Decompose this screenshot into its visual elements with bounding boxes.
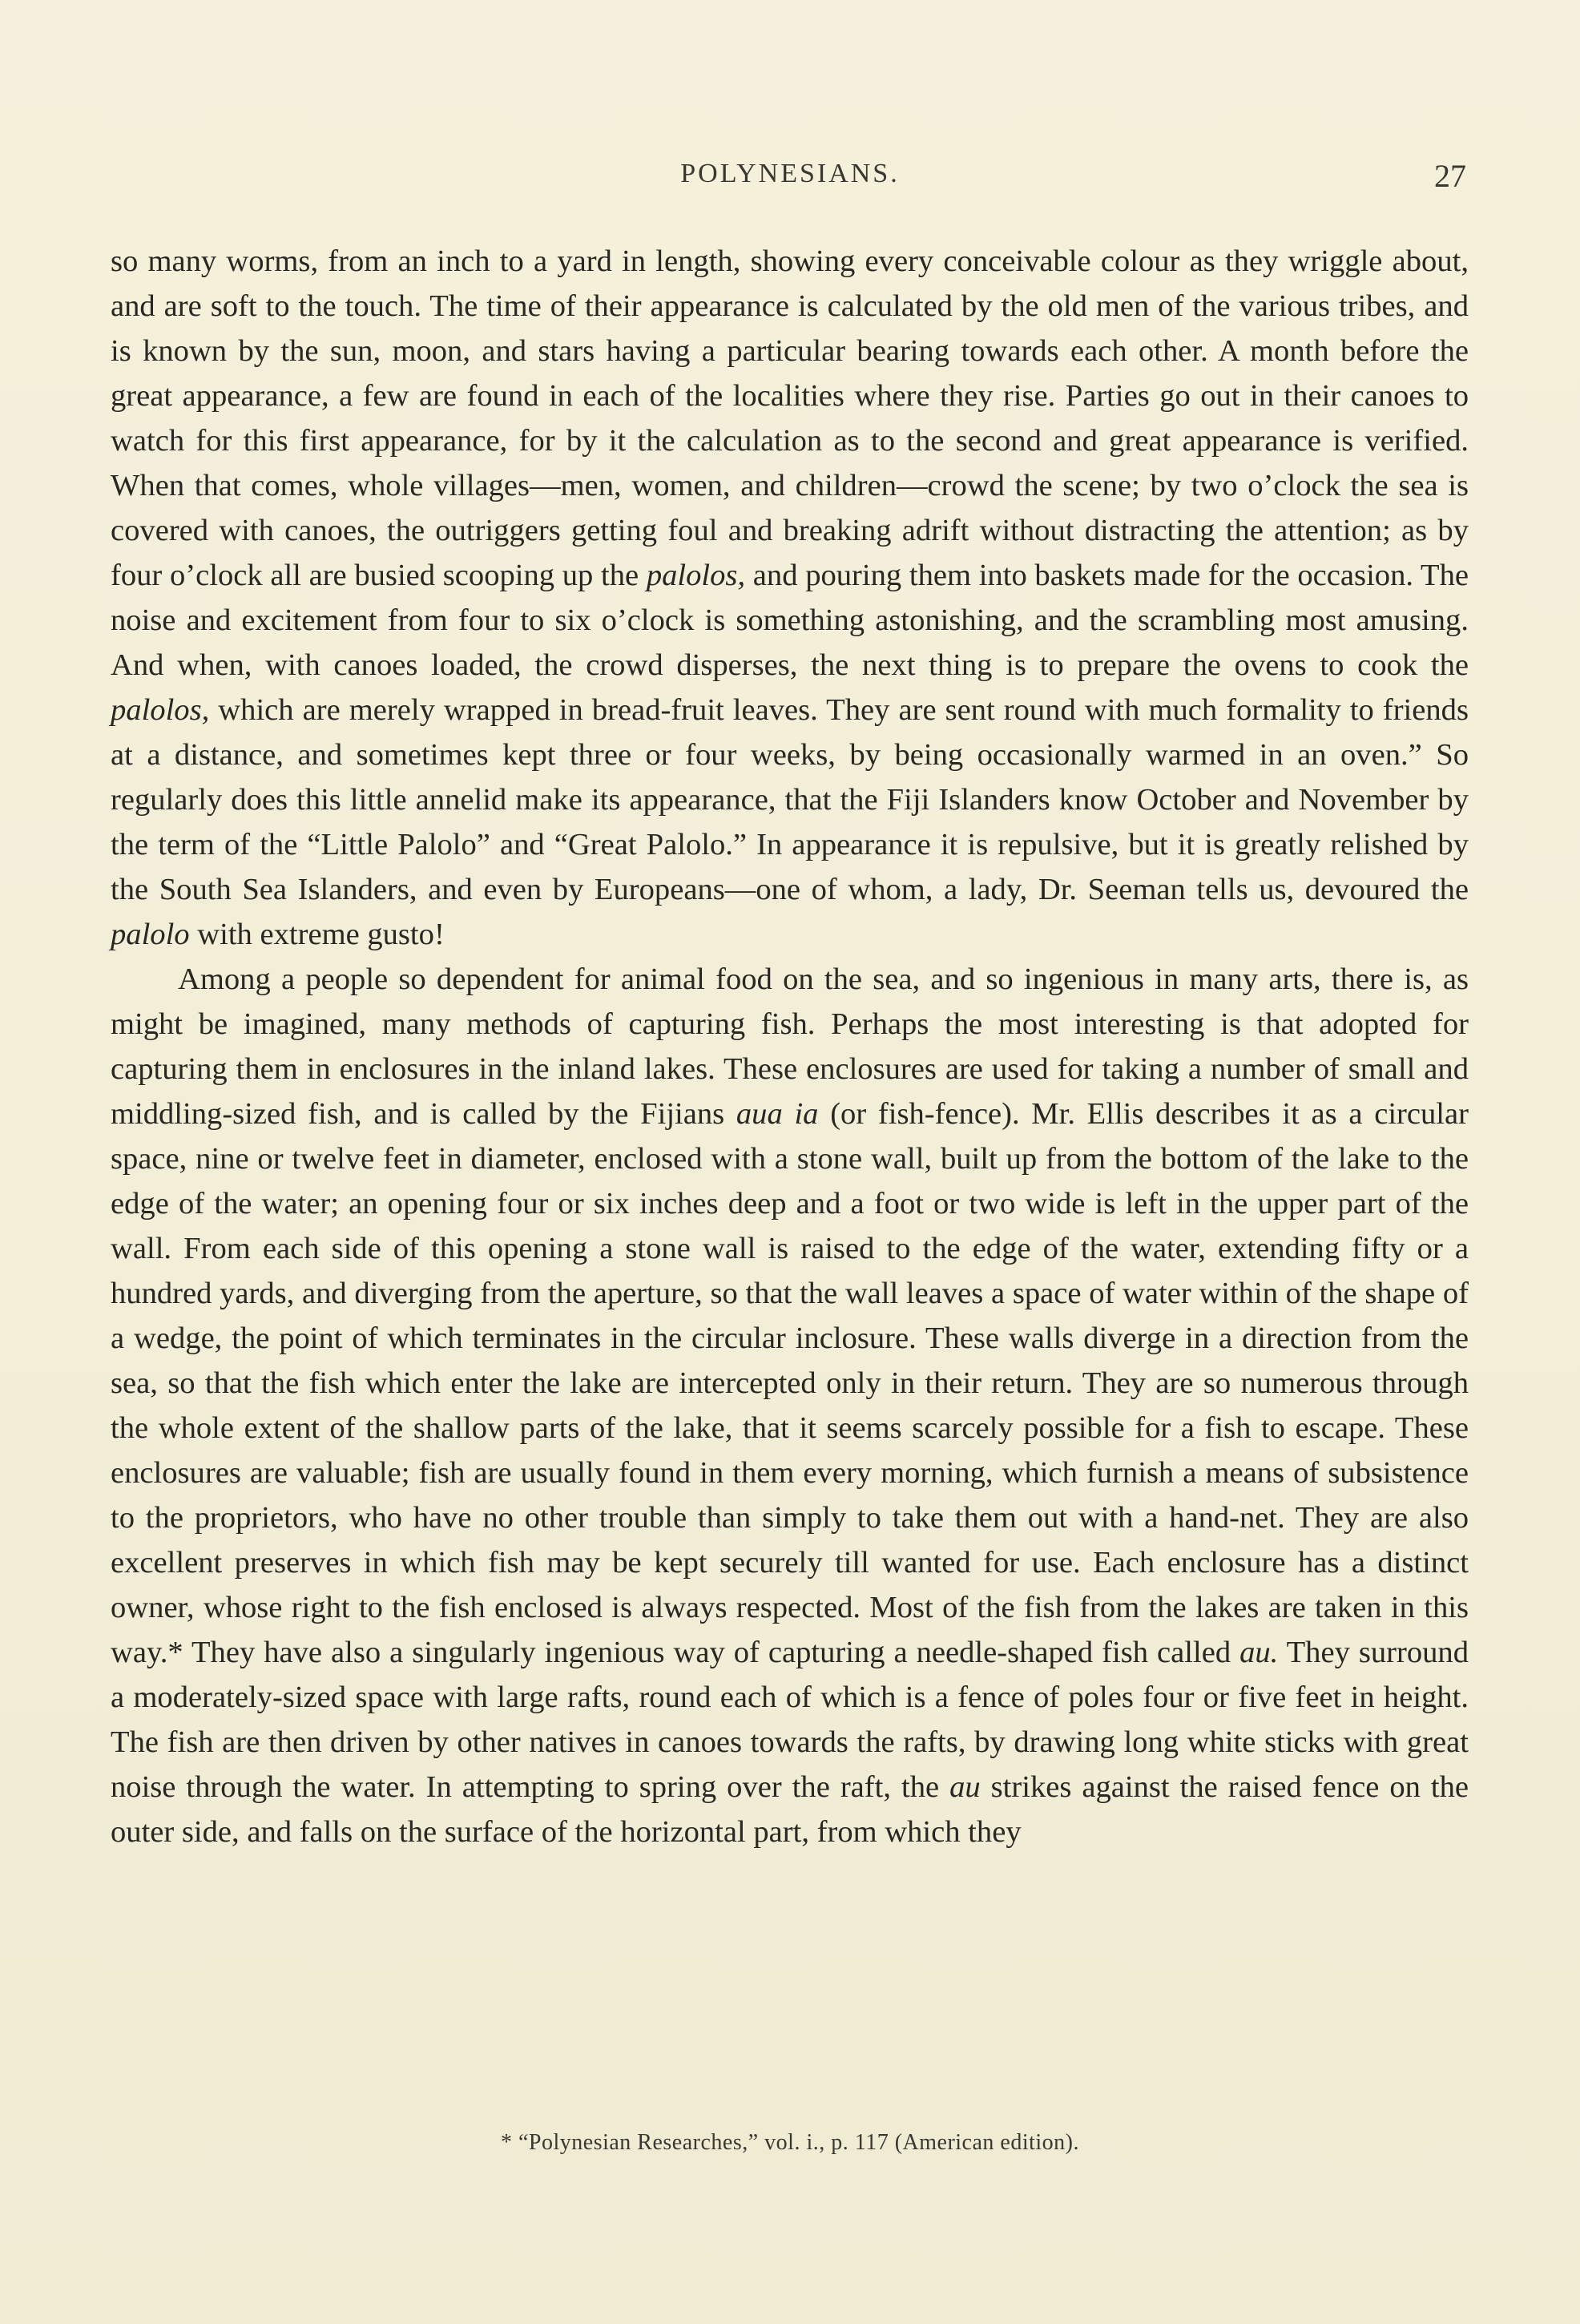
text-run: with extreme gusto! bbox=[189, 918, 445, 951]
italic-term: palolos, bbox=[646, 559, 746, 592]
text-run: which are merely wrapped in bread-fruit leaves. They are sent round with much formality to friends at a distance, and sometimes kept three or four weeks, by being occasionally warmed in an oven.” So regularly does this little annelid make its appearance, that the Fiji Islanders know October and November by the term of the “Little Palolo” and “Great Palolo.” In appearance it is repulsive, but it is greatly relished by the South Sea Islanders, and even by Europeans—one of whom, a lady, Dr. Seeman tells us, devoured the bbox=[111, 693, 1469, 906]
italic-term: palolo bbox=[111, 918, 190, 951]
italic-term: aua ia bbox=[736, 1097, 819, 1131]
page-header bbox=[0, 159, 1580, 207]
text-run: They surround a moderately-sized space with large rafts, round each of which is a fence of poles four or five feet in height. The fish are then driven by other natives in canoes towards the rafts, by drawing long white sticks with great noise through the water. In attempting to spring over the raft, the bbox=[111, 1636, 1469, 1804]
text-run: Among a people so dependent for animal food on the sea, and so ingenious in many arts, there is, as might be imagined, many methods of capturing fish. Perhaps the most interesting is that adopted for capturing them in enclosures in the inland lakes. These enclosures are used for taking a number of small and middling-sized fish, and is called by the Fijians bbox=[111, 962, 1469, 1131]
text-run: so many worms, from an inch to a yard in length, showing every conceivable colour as they wriggle about, and are soft to the touch. The time of their appearance is calculated by the old men of the various tribes, and is known by the sun, moon, and stars having a particular bearing towards each other. A month before the great appearance, a few are found in each of the localities where they rise. Parties go out in their canoes to watch for this first appearance, for by it the calculation as to the second and great appearance is verified. When that comes, whole villages—men, women, and children—crowd the scene; by two o’clock the sea is covered with canoes, the outriggers getting foul and breaking adrift without distracting the attention; as by four o’clock all are busied scooping up the bbox=[111, 244, 1469, 592]
italic-term: au bbox=[949, 1770, 981, 1804]
italic-term: palolos, bbox=[111, 693, 210, 727]
text-run: strikes against the raised fence on the outer side, and falls on the surface of the horizontal part, from which they bbox=[111, 1770, 1469, 1849]
paragraph-p2 bbox=[111, 957, 1469, 1854]
italic-term: au. bbox=[1239, 1636, 1279, 1669]
text-run: (or fish-fence). Mr. Ellis describes it as a circular space, nine or twelve feet in diameter, enclosed with a stone wall, built up from the bottom of the lake to the edge of the water; an opening four or six inches deep and a foot or two wide is left in the upper part of the wall. From each side of this opening a stone wall is raised to the edge of the water, extending fifty or a hundred yards, and diverging from the aperture, so that the wall leaves a space of water within of the shape of a wedge, the point of which terminates in the circular inclosure. These walls diverge in a direction from the sea, so that the fish which enter the lake are intercepted only in their return. They are so numerous through the whole extent of the shallow parts of the lake, that it seems scarcely possible for a fish to escape. These enclosures are valuable; fish are usually found in them every morning, which furnish a means of subsistence to the proprietors, who have no other trouble than simply to take them out with a hand-net. They are also excellent preserves in which fish may be kept securely till wanted for use. Each enclosure has a distinct owner, whose right to the fish enclosed is always respected. Most of the fish from the lakes are taken in this way.* They have also a singularly ingenious way of capturing a needle-shaped fish called bbox=[111, 1097, 1469, 1669]
paragraph-p1 bbox=[111, 239, 1469, 957]
text-run: and pouring them into baskets made for the occasion. The noise and excitement from four to six o’clock is something astonishing, and the scrambling most amusing. And when, with canoes loaded, the crowd disperses, the next thing is to prepare the ovens to cook the bbox=[111, 559, 1469, 682]
footnote: * “Polynesian Researches,” vol. i., p. 117 (American edition). bbox=[501, 2130, 1079, 2155]
running-head: POLYNESIANS. bbox=[680, 159, 900, 188]
body-text bbox=[111, 239, 1469, 1854]
page-number: 27 bbox=[1434, 158, 1466, 194]
